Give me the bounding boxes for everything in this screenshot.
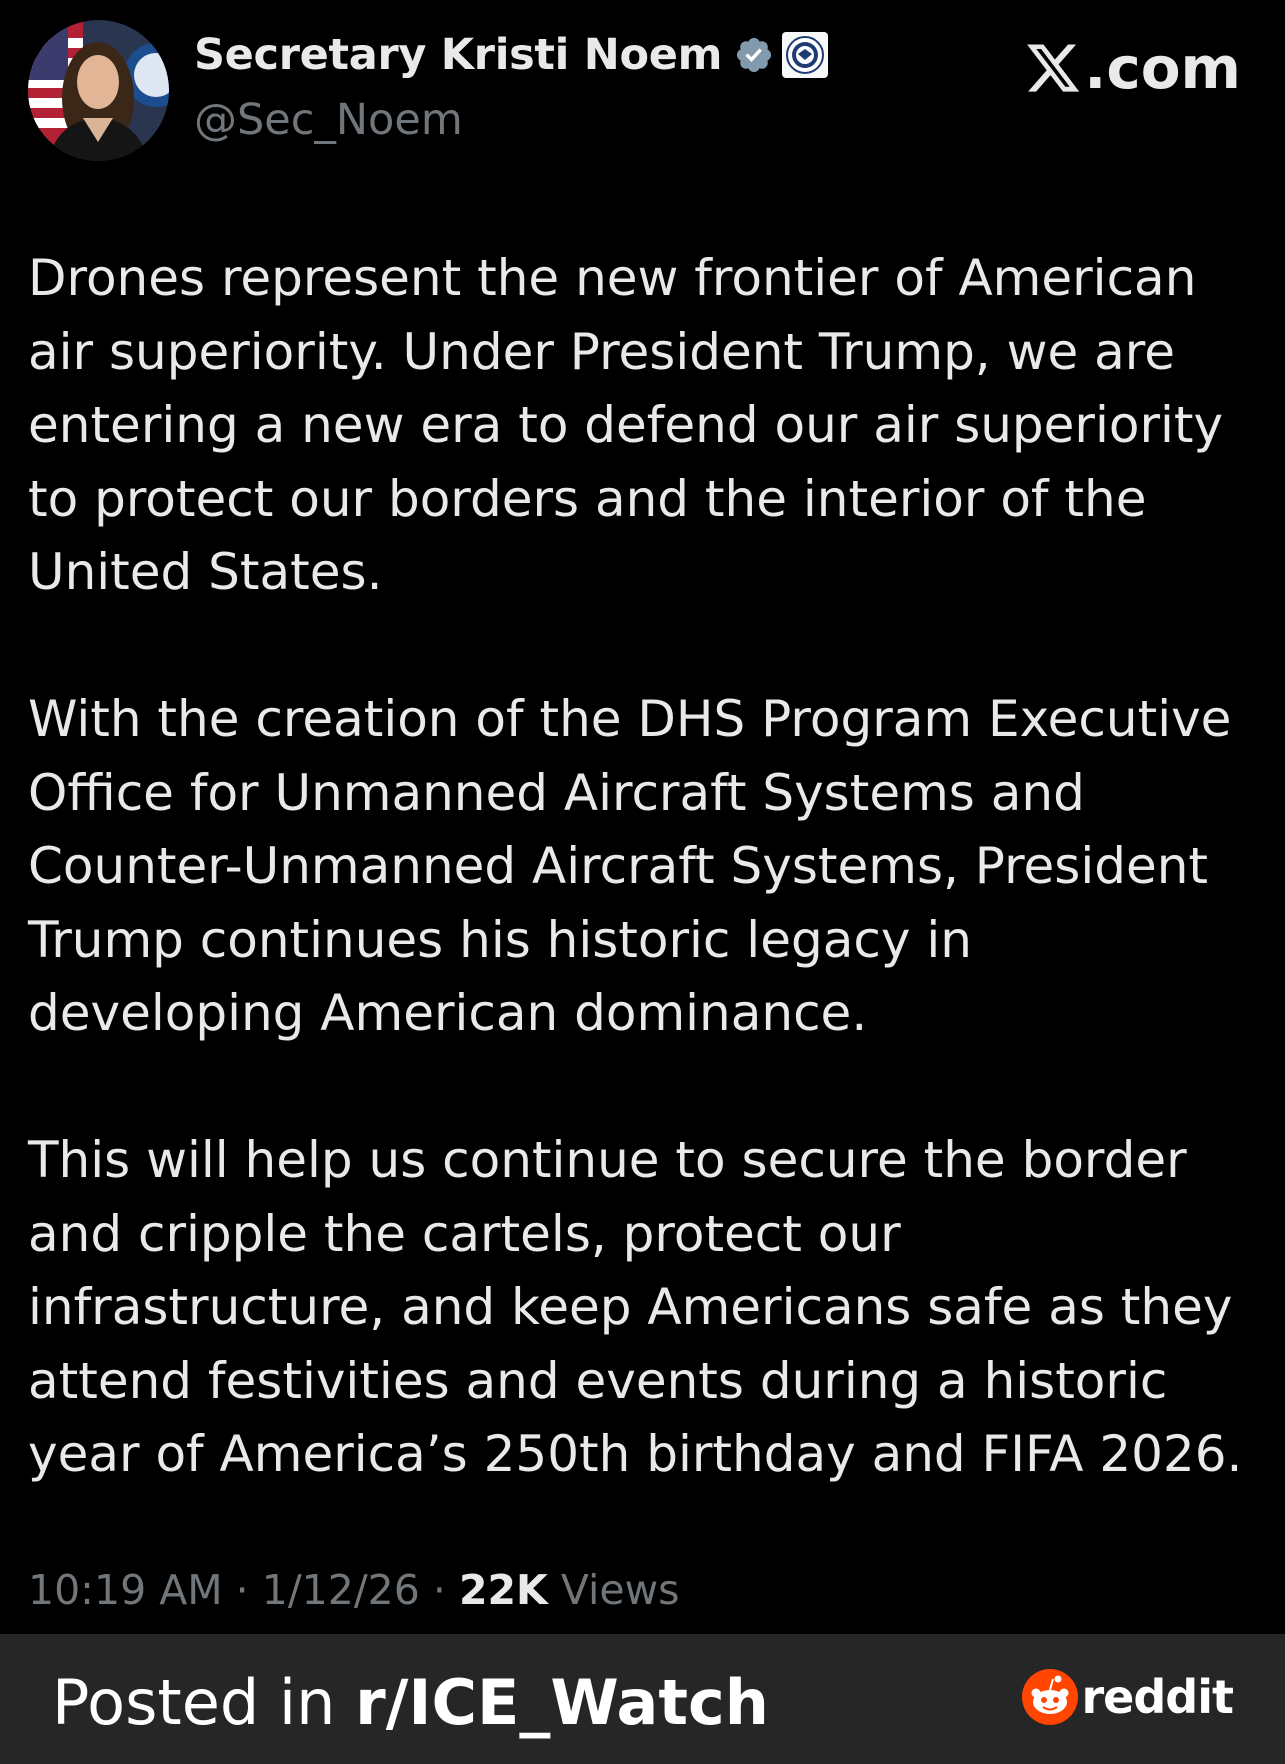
site-label: .com bbox=[1084, 34, 1241, 102]
x-com-logo bbox=[1024, 34, 1241, 102]
meta-separator: · bbox=[432, 1566, 459, 1614]
tweet-paragraph: With the creation of the DHS Program Executive Office for Unmanned Aircraft Systems and Counter-Unmanned Aircraft Systems, President Trump continues his historic legacy in developing American dominance. bbox=[28, 690, 1232, 1042]
tweet-paragraph: Drones represent the new frontier of American air superiority. Under President Trump, we are entering a new era to defend our air superiority to protect our borders and the interior of the United States. bbox=[28, 249, 1224, 601]
tweet-meta bbox=[28, 1566, 679, 1614]
tweet-date[interactable]: 1/12/26 bbox=[261, 1566, 420, 1614]
tweet-header bbox=[0, 0, 1285, 170]
tweet-text bbox=[28, 242, 1258, 1492]
reddit-brand bbox=[1022, 1669, 1234, 1725]
reddit-wordmark: reddit bbox=[1081, 1670, 1233, 1724]
display-name[interactable]: Secretary Kristi Noem bbox=[194, 30, 723, 80]
reddit-alien-icon bbox=[1022, 1669, 1078, 1725]
reddit-footer bbox=[0, 1634, 1285, 1764]
x-logo-icon bbox=[1024, 39, 1082, 97]
subreddit-link[interactable]: r/ICE_Watch bbox=[355, 1666, 769, 1739]
tweet-time[interactable]: 10:19 AM bbox=[28, 1566, 223, 1614]
views-label: Views bbox=[560, 1566, 680, 1614]
verified-badge-icon bbox=[734, 35, 774, 75]
views-count: 22K bbox=[458, 1566, 548, 1614]
posted-in-label bbox=[52, 1666, 769, 1739]
name-row bbox=[194, 30, 828, 80]
posted-prefix: Posted in bbox=[52, 1666, 356, 1739]
user-handle[interactable]: @Sec_Noem bbox=[194, 95, 463, 145]
tweet-paragraph: This will help us continue to secure the border and cripple the cartels, protect our infrastructure, and keep Americans safe as they attend festivities and events during a historic year of America’s 250th birthday and FIFA 2026. bbox=[28, 1131, 1243, 1483]
dhs-seal-icon[interactable] bbox=[782, 32, 828, 78]
meta-separator: · bbox=[235, 1566, 262, 1614]
profile-avatar[interactable] bbox=[28, 20, 169, 161]
